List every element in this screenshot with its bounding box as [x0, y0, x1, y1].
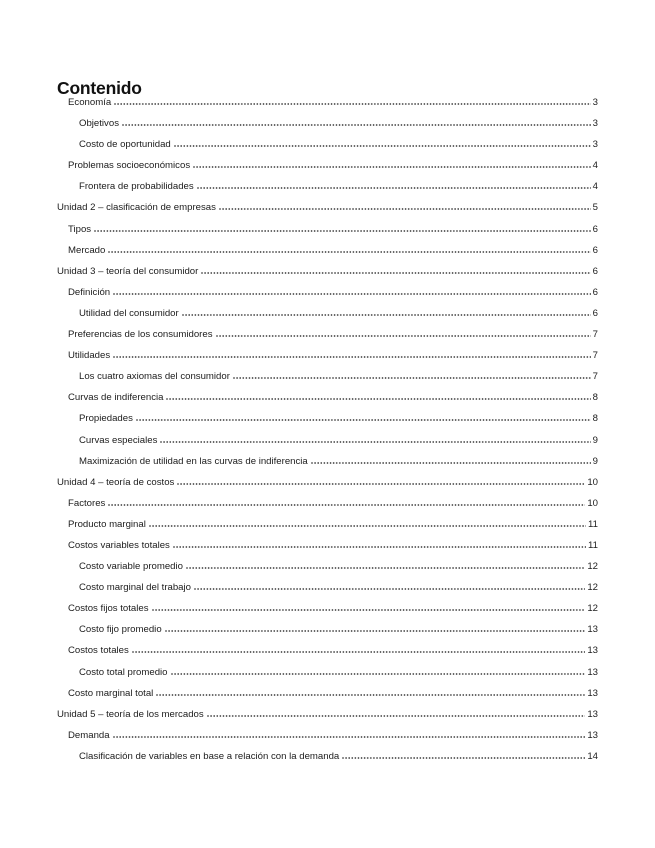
toc-entry[interactable] — [57, 224, 598, 245]
toc-entry-page-number: 8 — [592, 392, 598, 404]
toc-entry-page-number: 9 — [592, 434, 598, 446]
toc-entry-label: Definición — [68, 286, 111, 298]
toc-entry[interactable] — [57, 392, 598, 413]
toc-entry-page-number: 4 — [592, 160, 598, 172]
dotted-leader — [113, 356, 591, 358]
toc-entry-label: Curvas especiales — [79, 434, 158, 446]
toc-entry[interactable] — [57, 435, 598, 456]
toc-entry[interactable] — [57, 160, 598, 181]
toc-entry-label: Problemas socioeconómicos — [68, 160, 191, 172]
dotted-leader — [194, 588, 585, 590]
toc-entry-label: Unidad 2 – clasificación de empresas — [57, 202, 216, 214]
toc-entry-page-number: 13 — [587, 624, 598, 636]
toc-entry-page-number: 10 — [587, 476, 598, 488]
toc-entry[interactable] — [57, 730, 598, 751]
toc-entry-label: Costo fijo promedio — [79, 624, 162, 636]
toc-entry[interactable] — [57, 287, 598, 308]
toc-entry-page-number: 13 — [587, 687, 598, 699]
dotted-leader — [182, 314, 591, 316]
toc-entry-page-number: 3 — [592, 139, 598, 151]
dotted-leader — [122, 124, 591, 126]
toc-entry-page-number: 12 — [587, 582, 598, 594]
toc-entry-label: Demanda — [68, 729, 110, 741]
toc-entry-label: Costo de oportunidad — [79, 139, 171, 151]
dotted-leader — [166, 398, 590, 400]
dotted-leader — [219, 208, 591, 210]
toc-entry[interactable] — [57, 181, 598, 202]
toc-entry-page-number: 12 — [587, 603, 598, 615]
toc-entry[interactable] — [57, 266, 598, 287]
toc-entry-page-number: 11 — [588, 539, 598, 551]
dotted-leader — [311, 462, 591, 464]
dotted-leader — [177, 483, 585, 485]
dotted-leader — [207, 715, 586, 717]
dotted-leader — [171, 673, 586, 675]
toc-entry[interactable] — [57, 97, 598, 118]
toc-entry[interactable] — [57, 456, 598, 477]
toc-entry-page-number: 7 — [592, 350, 598, 362]
toc-entry-page-number: 12 — [587, 561, 598, 573]
toc-entry-page-number: 6 — [592, 244, 598, 256]
dotted-leader — [136, 419, 591, 421]
dotted-leader — [342, 757, 585, 759]
toc-entry-page-number: 8 — [592, 413, 598, 425]
toc-entry-page-number: 13 — [587, 729, 598, 741]
toc-entry-label: Costo marginal total — [68, 687, 154, 699]
toc-entry[interactable] — [57, 329, 598, 350]
toc-entry-label: Preferencias de los consumidores — [68, 329, 213, 341]
toc-entry[interactable] — [57, 667, 598, 688]
dotted-leader — [152, 609, 586, 611]
dotted-leader — [114, 103, 590, 105]
toc-entry-page-number: 10 — [587, 497, 598, 509]
toc-entry-label: Economía — [68, 97, 112, 108]
toc-entry-label: Unidad 5 – teoría de los mercados — [57, 708, 204, 720]
toc-entry-label: Utilidades — [68, 350, 111, 362]
toc-entry-page-number: 6 — [592, 286, 598, 298]
toc-entry[interactable] — [57, 540, 598, 561]
toc-entry-label: Objetivos — [79, 118, 119, 130]
toc-entry-label: Propiedades — [79, 413, 133, 425]
toc-entry-page-number: 3 — [592, 118, 598, 130]
toc-entry[interactable] — [57, 139, 598, 160]
dotted-leader — [108, 504, 585, 506]
toc-entry[interactable] — [57, 245, 598, 266]
toc-entry[interactable] — [57, 645, 598, 666]
toc-entry[interactable] — [57, 118, 598, 139]
toc-entry-label: Frontera de probabilidades — [79, 181, 194, 193]
toc-entry-page-number: 13 — [587, 666, 598, 678]
dotted-leader — [173, 546, 586, 548]
toc-entry-label: Unidad 3 – teoría del consumidor — [57, 265, 199, 277]
dotted-leader — [233, 377, 591, 379]
toc-entry-label: Tipos — [68, 223, 92, 235]
toc-entry-page-number: 6 — [592, 223, 598, 235]
toc-entry[interactable] — [57, 350, 598, 371]
toc-entry-label: Costos totales — [68, 645, 129, 657]
toc-entry-page-number: 14 — [587, 750, 598, 762]
toc-entry-label: Costos variables totales — [68, 539, 170, 551]
toc-entry-page-number: 3 — [592, 97, 598, 108]
toc-entry[interactable] — [57, 688, 598, 709]
toc-entry-label: Maximización de utilidad en las curvas de indiferencia — [79, 455, 308, 467]
toc-entry[interactable] — [57, 519, 598, 540]
dotted-leader — [174, 145, 591, 147]
toc-entry[interactable] — [57, 477, 598, 498]
dotted-leader — [108, 251, 590, 253]
toc-entry[interactable] — [57, 371, 598, 392]
toc-entry-label: Unidad 4 – teoría de costos — [57, 476, 175, 488]
toc-entry[interactable] — [57, 751, 598, 772]
dotted-leader — [113, 293, 591, 295]
toc-entry-page-number: 13 — [587, 645, 598, 657]
toc-entry-page-number: 9 — [592, 455, 598, 467]
toc-entry-page-number: 7 — [592, 371, 598, 383]
toc-entry-page-number: 11 — [588, 518, 598, 530]
toc-entry-label: Utilidad del consumidor — [79, 307, 179, 319]
toc-entry[interactable] — [57, 624, 598, 645]
dotted-leader — [165, 630, 586, 632]
dotted-leader — [197, 187, 591, 189]
dotted-leader — [160, 441, 590, 443]
toc-entry-label: Costo variable promedio — [79, 561, 183, 573]
dotted-leader — [193, 166, 591, 168]
toc-entry-page-number: 13 — [587, 708, 598, 720]
dotted-leader — [94, 230, 591, 232]
toc-entry[interactable] — [57, 561, 598, 582]
dotted-leader — [149, 525, 586, 527]
toc-entry-label: Mercado — [68, 244, 106, 256]
table-of-contents — [57, 97, 598, 772]
dotted-leader — [201, 272, 590, 274]
toc-entry-label: Costos fijos totales — [68, 603, 149, 615]
toc-entry[interactable] — [57, 709, 598, 730]
toc-entry[interactable] — [57, 603, 598, 624]
toc-entry-label: Curvas de indiferencia — [68, 392, 164, 404]
dotted-leader — [113, 736, 586, 738]
toc-entry[interactable] — [57, 202, 598, 223]
toc-entry-page-number: 7 — [592, 329, 598, 341]
toc-entry[interactable] — [57, 498, 598, 519]
toc-entry-page-number: 5 — [592, 202, 598, 214]
toc-title: Contenido — [57, 78, 142, 98]
toc-entry-page-number: 6 — [592, 265, 598, 277]
dotted-leader — [216, 335, 591, 337]
toc-entry[interactable] — [57, 308, 598, 329]
toc-entry-page-number: 4 — [592, 181, 598, 193]
toc-entry-label: Factores — [68, 497, 106, 509]
toc-entry-label: Costo total promedio — [79, 666, 168, 678]
dotted-leader — [186, 567, 585, 569]
dotted-leader — [156, 694, 585, 696]
toc-entry-label: Producto marginal — [68, 518, 146, 530]
dotted-leader — [132, 651, 586, 653]
toc-entry-label: Los cuatro axiomas del consumidor — [79, 371, 230, 383]
toc-entry-page-number: 6 — [592, 307, 598, 319]
toc-entry-label: Clasificación de variables en base a relación con la demanda — [79, 750, 340, 762]
toc-entry[interactable] — [57, 413, 598, 434]
toc-entry[interactable] — [57, 582, 598, 603]
toc-entry-label: Costo marginal del trabajo — [79, 582, 191, 594]
